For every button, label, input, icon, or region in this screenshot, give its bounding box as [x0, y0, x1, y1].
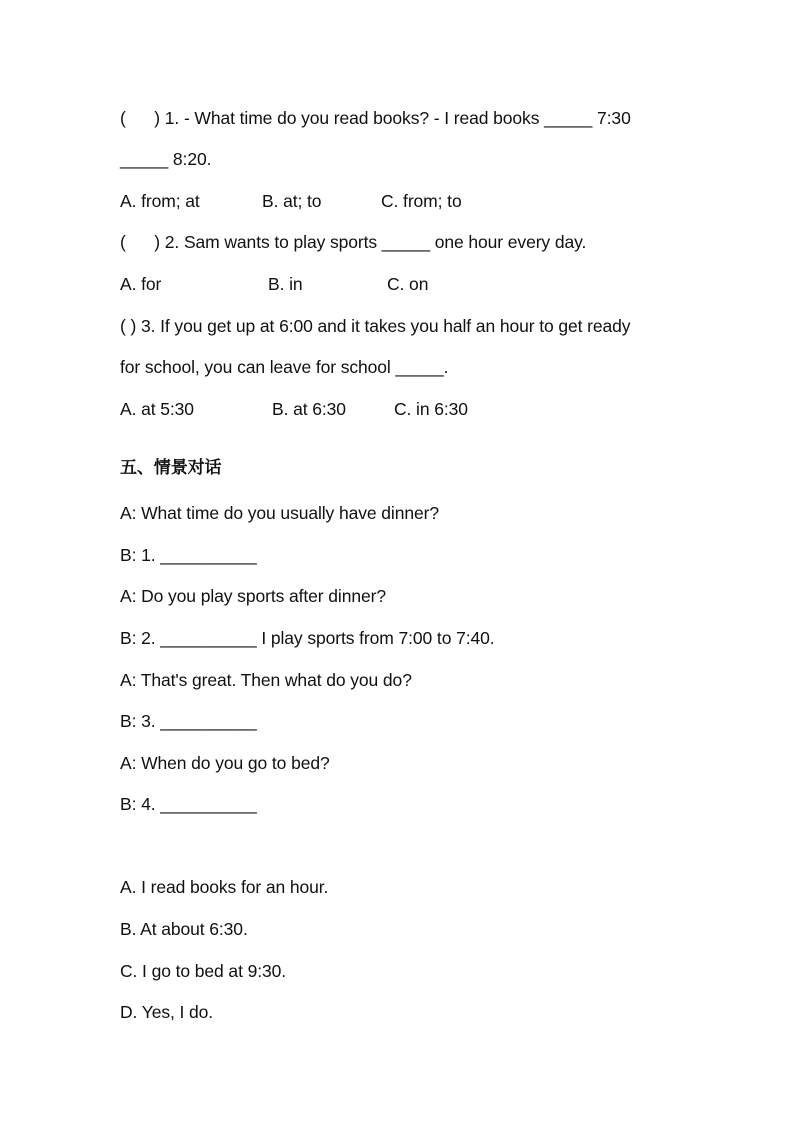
q2-option-b: B. in — [268, 274, 303, 294]
question-2-text: ( ) 2. Sam wants to play sports _____ one hour every day. — [120, 232, 587, 252]
q2-option-a: A. for — [120, 274, 162, 294]
dialogue-line: A: That's great. Then what do you do? — [120, 670, 412, 690]
q1-option-b: B. at; to — [262, 191, 322, 211]
q3-option-b: B. at 6:30 — [272, 399, 346, 419]
question-1-text: ( ) 1. - What time do you read books? - I read books _____ 7:30 — [120, 108, 631, 128]
q3-option-c: C. in 6:30 — [394, 399, 468, 419]
dialogue-line: B: 3. __________ — [120, 711, 257, 731]
section-5-heading: 五、情景对话 — [120, 458, 222, 478]
q2-option-c: C. on — [387, 274, 429, 294]
question-1-text-cont: _____ 8:20. — [120, 149, 212, 169]
dialogue-line: A: When do you go to bed? — [120, 753, 330, 773]
q1-option-a: A. from; at — [120, 191, 200, 211]
answer-choice: C. I go to bed at 9:30. — [120, 961, 287, 981]
dialogue-line: B: 1. __________ — [120, 545, 257, 565]
answer-choice: B. At about 6:30. — [120, 919, 248, 939]
answer-choice: A. I read books for an hour. — [120, 877, 329, 897]
answer-choice: D. Yes, I do. — [120, 1002, 214, 1022]
dialogue-line: A: Do you play sports after dinner? — [120, 586, 386, 606]
question-3-text-cont: for school, you can leave for school _____. — [120, 357, 449, 377]
dialogue-line: B: 4. __________ — [120, 794, 257, 814]
dialogue-line: A: What time do you usually have dinner? — [120, 503, 439, 523]
dialogue-line: B: 2. __________ I play sports from 7:00 to 7:40. — [120, 628, 495, 648]
q1-option-c: C. from; to — [381, 191, 462, 211]
question-3-text: ( ) 3. If you get up at 6:00 and it takes you half an hour to get ready — [120, 316, 631, 336]
q3-option-a: A. at 5:30 — [120, 399, 194, 419]
